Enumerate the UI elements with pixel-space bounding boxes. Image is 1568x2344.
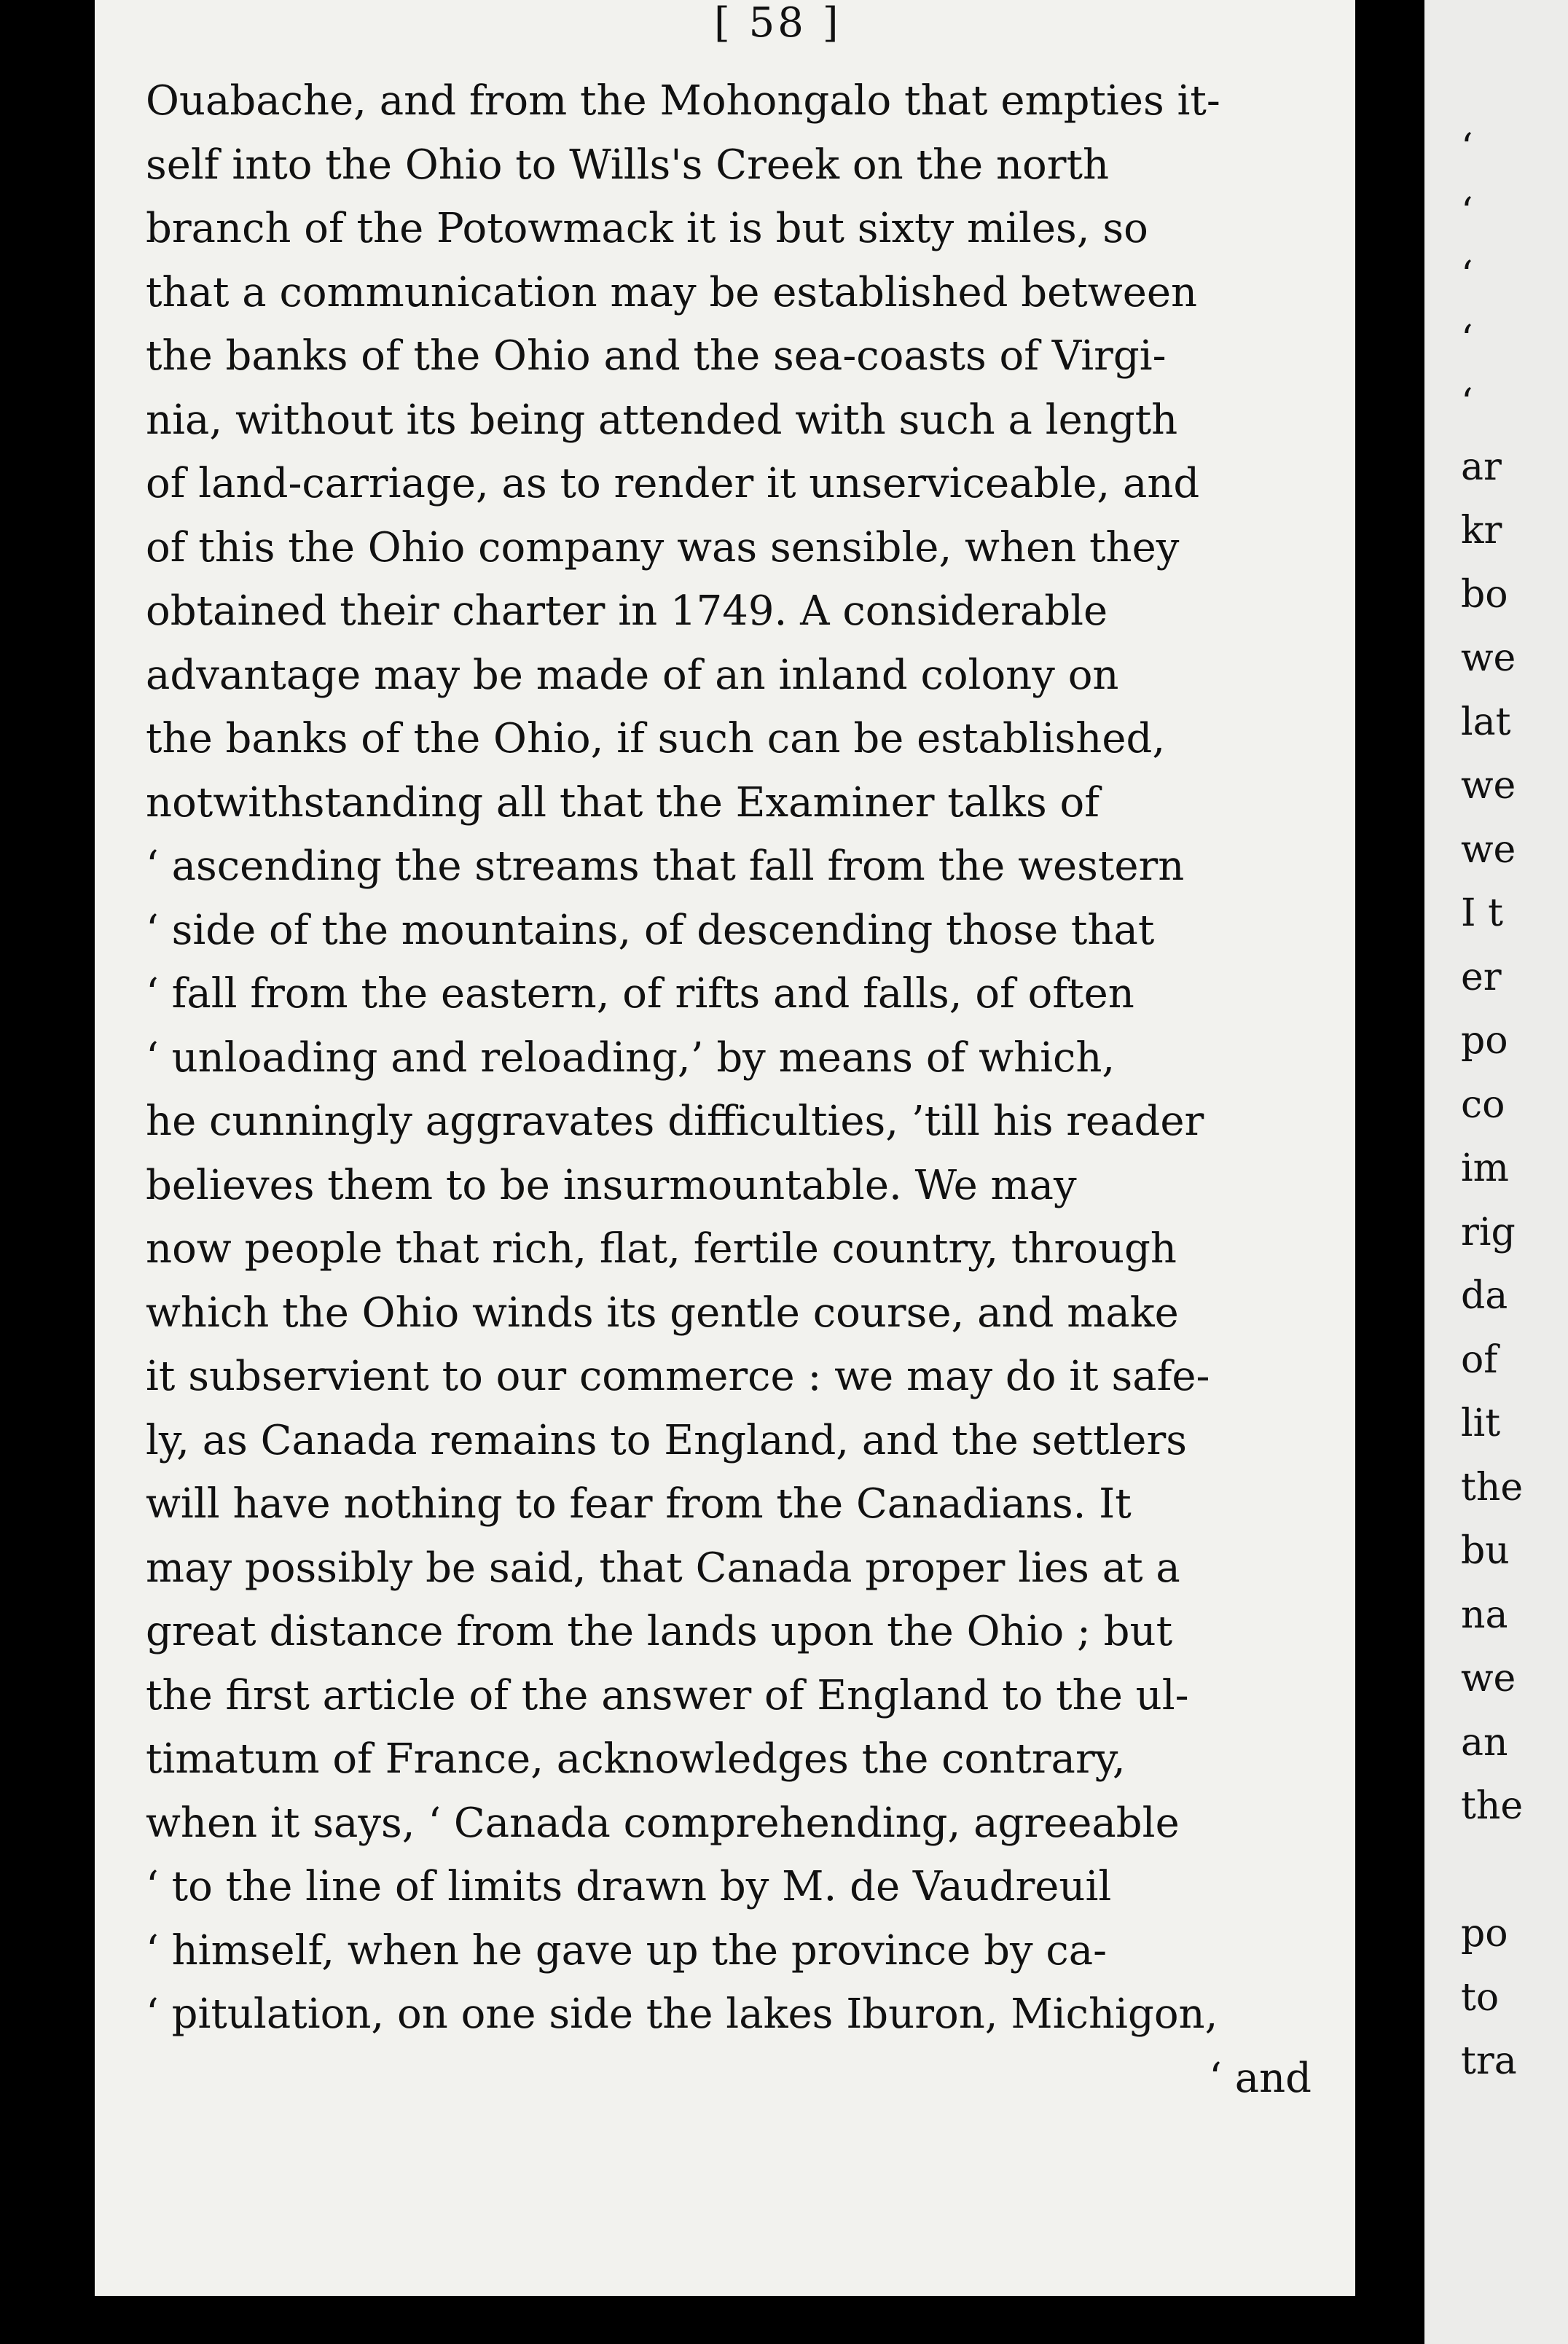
adjacent-page-fragment: I t [1461,891,1503,935]
text-line: believes them to be insurmountable. We may [146,1161,1077,1209]
adjacent-page-fragment: co [1461,1082,1505,1127]
text-line: will have nothing to fear from the Canadians. It [146,1480,1132,1528]
text-line: timatum of France, acknowledges the contrary, [146,1735,1126,1783]
adjacent-page-fragment: we [1461,1657,1516,1700]
adjacent-page-fragment: na [1461,1593,1508,1637]
text-line: the banks of the Ohio and the sea-coasts of Virgi- [146,332,1167,380]
text-line: the first article of the answer of England to the ul- [146,1671,1189,1719]
catchword: ‘ and [1209,2054,1312,2102]
text-line: great distance from the lands upon the Ohio ; but [146,1608,1173,1655]
text-line: now people that rich, flat, fertile country, through [146,1225,1177,1273]
text-line: when it says, ‘ Canada comprehending, agreeable [146,1799,1180,1847]
text-line: ‘ to the line of limits drawn by M. de Vaudreuil [146,1863,1112,1910]
adjacent-page-fragment [1461,1839,1523,1903]
text-line: Ouabache, and from the Mohongalo that empties it- [146,77,1220,125]
adjacent-page-fragment: da [1461,1274,1508,1318]
text-line: the banks of the Ohio, if such can be established, [146,715,1166,762]
adjacent-page-fragment: im [1461,1146,1509,1190]
text-line: ‘ himself, when he gave up the province by ca- [146,1926,1108,1974]
adjacent-page-fragment: po [1461,1019,1508,1063]
text-line: advantage may be made of an inland colony on [146,651,1119,699]
text-line: obtained their charter in 1749. A considerable [146,587,1108,635]
adjacent-page-fragment: ‘ [1461,381,1473,425]
adjacent-page-fragment: the [1461,1784,1524,1828]
adjacent-page-fragment: rig [1461,1210,1516,1254]
book-page [95,0,1355,2296]
adjacent-page-fragment: er [1461,955,1502,999]
text-line: which the Ohio winds its gentle course, and make [146,1289,1179,1337]
adjacent-page-fragment: ‘ [1461,190,1473,234]
adjacent-page-fragment: ‘ [1461,317,1473,362]
adjacent-page-fragment: of [1461,1337,1498,1382]
text-line: branch of the Potowmack it is but sixty miles, so [146,205,1148,252]
adjacent-page-edge [1424,0,1568,2344]
text-line: of land-carriage, as to render it unserviceable, and [146,460,1200,507]
text-line: ly, as Canada remains to England, and the settlers [146,1416,1187,1464]
text-line: ‘ fall from the eastern, of rifts and falls, of often [146,970,1134,1017]
text-line: ‘ side of the mountains, of descending those that [146,906,1155,954]
adjacent-page-fragment: bo [1461,572,1508,617]
adjacent-page-fragment: tra [1461,2039,1517,2083]
adjacent-page-fragment: bu [1461,1529,1510,1573]
adjacent-page-fragment: to [1461,1975,1500,2020]
text-line: self into the Ohio to Wills's Creek on the north [146,141,1110,189]
adjacent-page-fragment: kr [1461,509,1502,552]
adjacent-page-fragment: lat [1461,700,1511,744]
page-gutter [1355,0,1424,2344]
text-line: ‘ unloading and reloading,’ by means of which, [146,1034,1116,1082]
text-line: notwithstanding all that the Examiner talks of [146,778,1099,827]
text-line: ‘ pitulation, on one side the lakes Iburon, Michigon, [146,1991,1218,2038]
adjacent-page-fragment: we [1461,764,1516,808]
adjacent-page-fragment: ‘ [1461,126,1473,170]
text-line: it subservient to our commerce : we may do it safe- [146,1353,1210,1400]
adjacent-page-fragment: the [1461,1465,1524,1509]
body-text [146,69,1326,2110]
adjacent-page-fragment: ar [1461,445,1502,489]
text-line: that a communication may be established between [146,268,1198,316]
adjacent-page-fragment: ‘ [1461,254,1473,297]
adjacent-page-fragments [1461,117,1523,2094]
page-number: [ 58 ] [714,0,842,47]
adjacent-page-fragment: we [1461,827,1516,872]
adjacent-page-fragment: an [1461,1720,1508,1765]
text-line: nia, without its being attended with such a length [146,396,1178,444]
adjacent-page-fragment: lit [1461,1402,1501,1445]
text-line: of this the Ohio company was sensible, when they [146,523,1180,571]
adjacent-page-fragment: we [1461,636,1516,680]
adjacent-page-fragment: po [1461,1912,1508,1956]
text-line: ‘ ascending the streams that fall from the western [146,843,1185,890]
text-line: may possibly be said, that Canada proper lies at a [146,1544,1180,1592]
text-line: he cunningly aggravates difficulties, ’till his reader [146,1098,1204,1145]
